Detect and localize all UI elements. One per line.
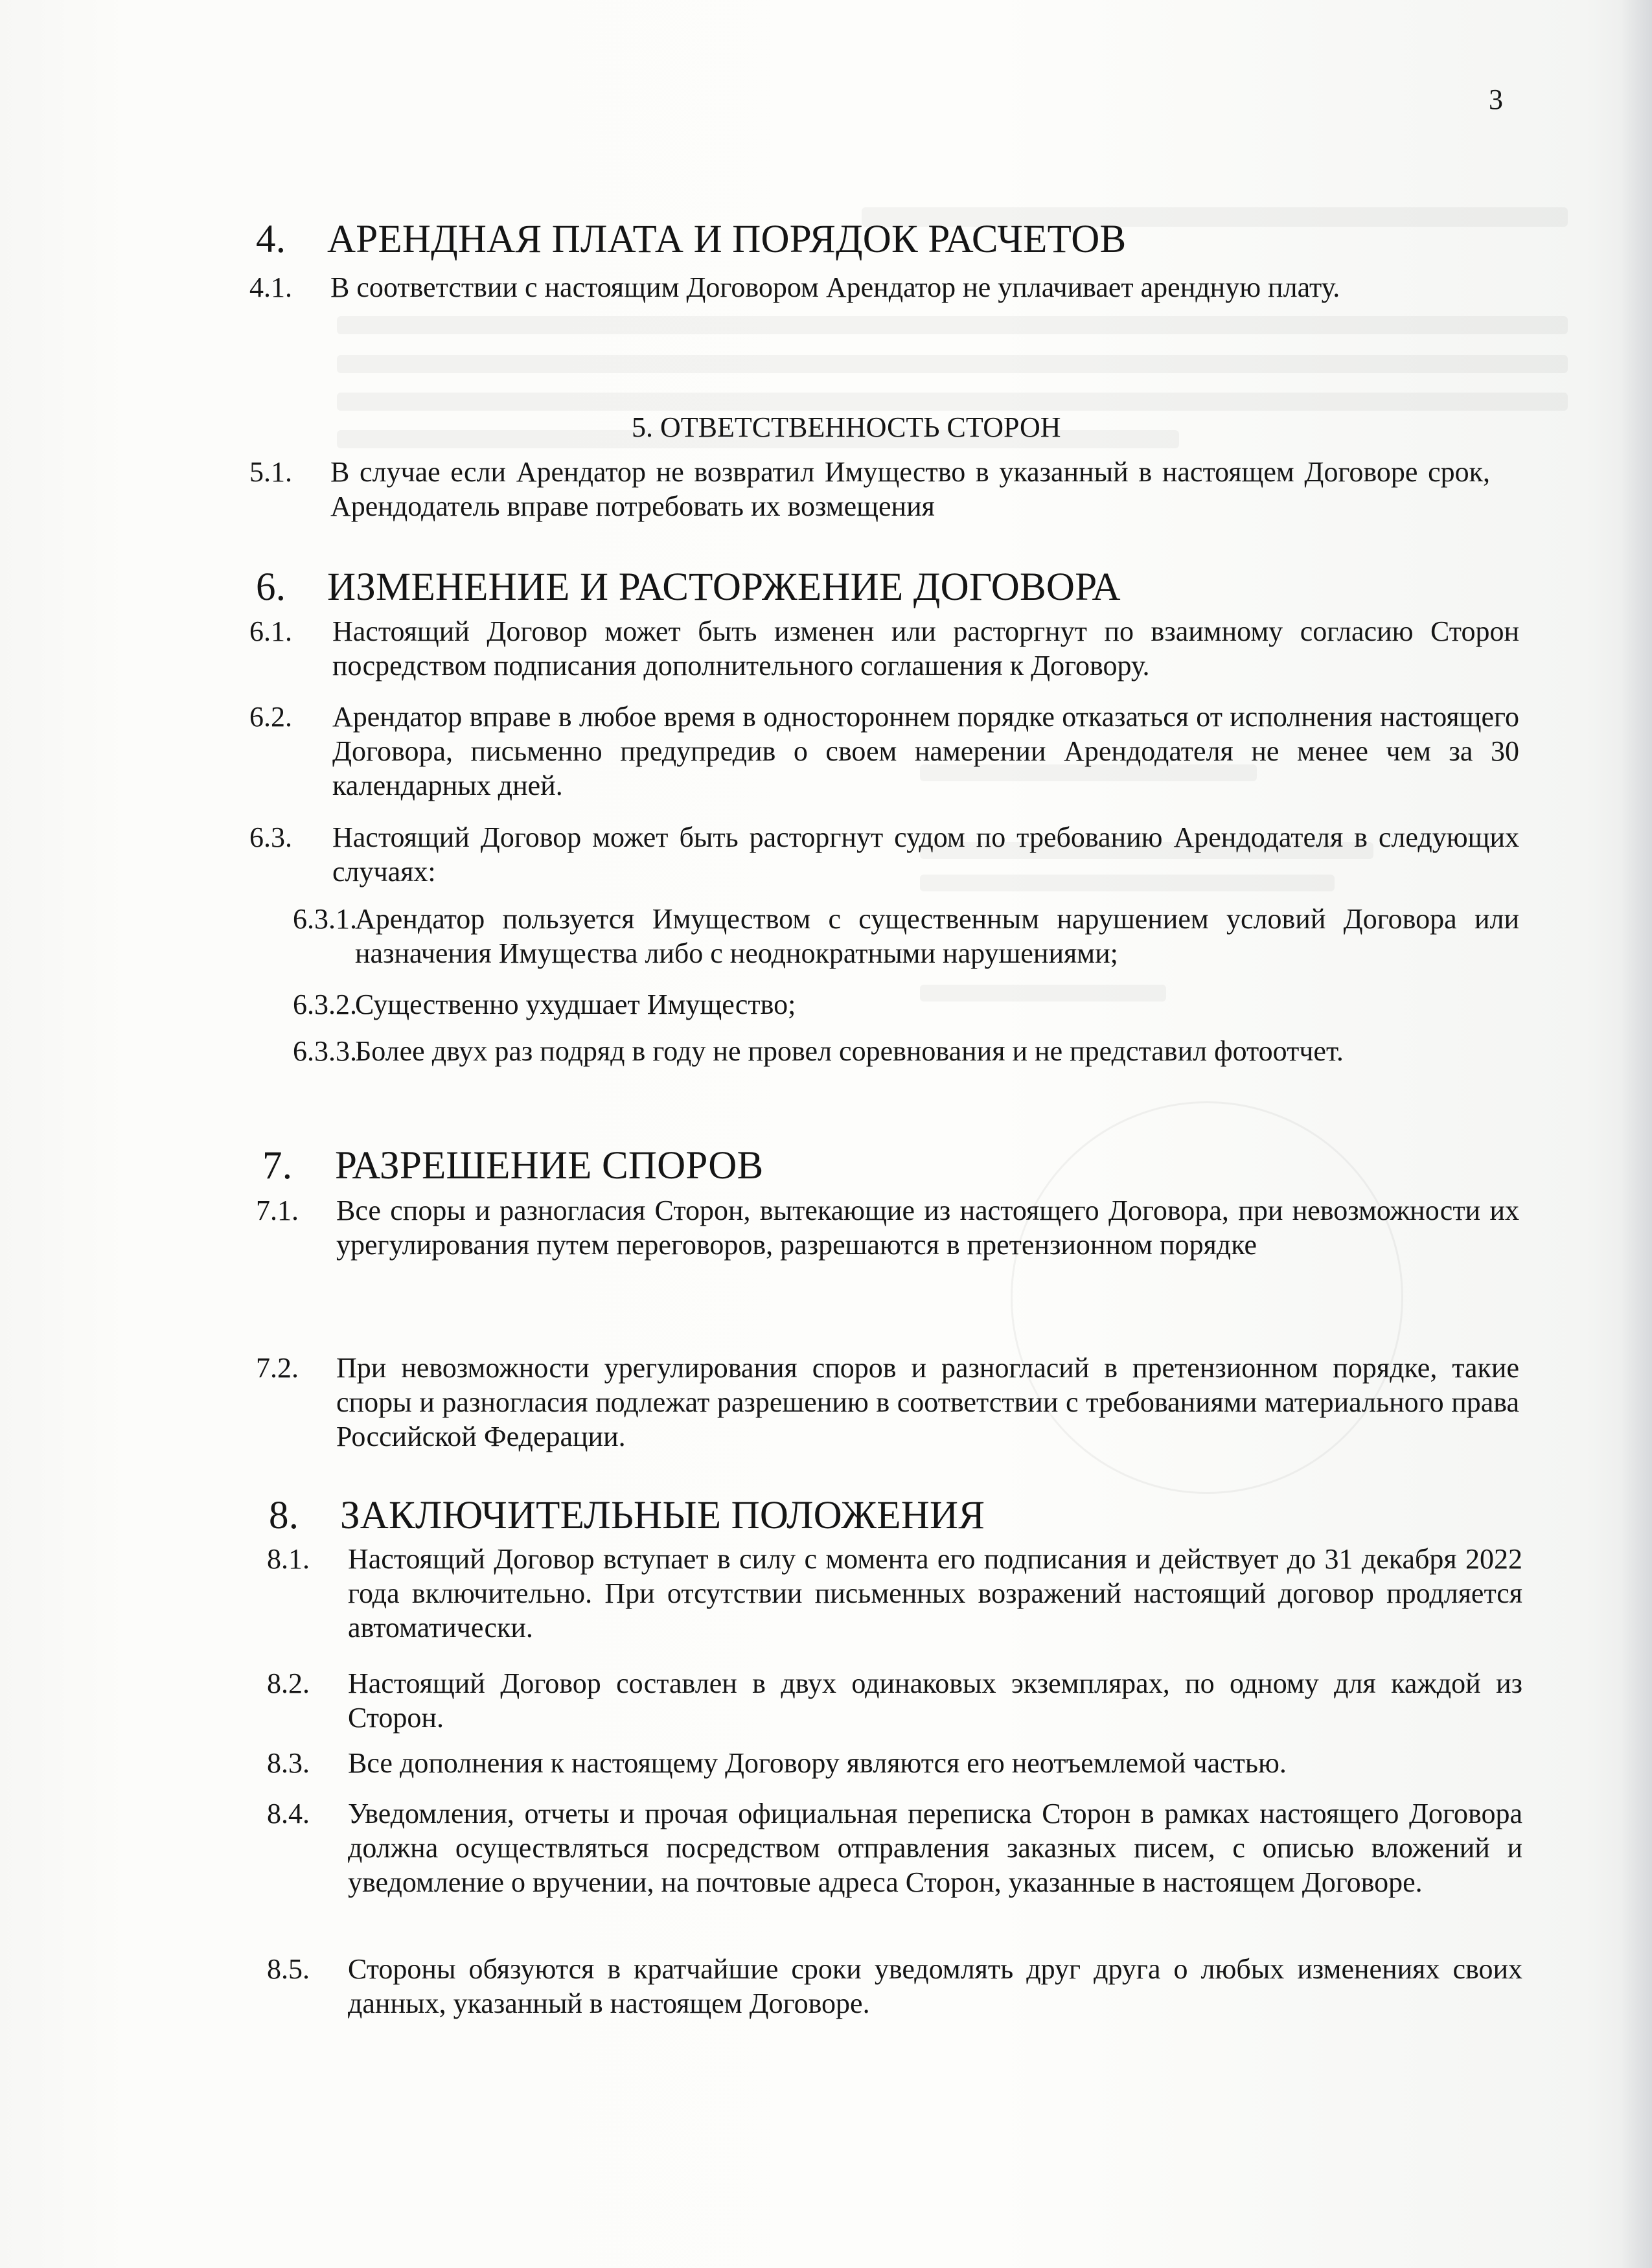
clause-text: Арендатор вправе в любое время в одностороннем порядке отказаться от исполнения настоящего Договора, письменно предупредив о своем намерении Арендодателя не менее чем за 30 календарных дней. [332, 701, 1519, 801]
clause-number: 8.5. [267, 1953, 310, 1985]
section-5-heading: 5. ОТВЕТСТВЕННОСТЬ СТОРОН [632, 411, 1061, 443]
section-7-heading [262, 1143, 763, 1189]
section-6-heading [256, 565, 1121, 610]
clause-text: В случае если Арендатор не возвратил Имущество в указанный в настоящем Договоре срок, Арендодатель вправе потребовать их возмещения [330, 456, 1490, 522]
clause-text: При невозможности урегулирования споров и разногласий в претензионном порядке, такие споры и разногласия подлежат разрешению в соответствии с требованиями материального права Российской Федерации. [336, 1352, 1519, 1452]
clause-text: Арендатор пользуется Имуществом с существенным нарушением условий Договора или назначения Имущества либо с неоднократными нарушениями; [355, 903, 1519, 969]
clause-number: 5.1. [249, 456, 292, 488]
clause-number: 6.3.1. [293, 903, 357, 935]
section-title: АРЕНДНАЯ ПЛАТА И ПОРЯДОК РАСЧЕТОВ [327, 218, 1127, 261]
clause-text: Настоящий Договор составлен в двух одинаковых экземплярах, по одному для каждой из Сторон. [348, 1667, 1522, 1734]
clause-text: Более двух раз подряд в году не провел соревнования и не представил фотоотчет. [355, 1035, 1344, 1067]
clause-number: 7.1. [256, 1195, 299, 1226]
clause-text: Настоящий Договор вступает в силу с момента его подписания и действует до 31 декабря 2022 года включительно. При отсутствии письменных возражений настоящий договор продляется автоматически. [348, 1543, 1522, 1644]
clause-text: Уведомления, отчеты и прочая официальная переписка Сторон в рамках настоящего Договора должна осуществляться посредством отправления заказных писем, с описью вложений и уведомление о вручении, на почтовые адреса Сторон, указанные в настоящем Договоре. [348, 1798, 1522, 1898]
clause-text: Настоящий Договор может быть изменен или расторгнут по взаимному согласию Сторон посредством подписания дополнительного соглашения к Договору. [332, 615, 1519, 682]
clause-number: 8.3. [267, 1747, 310, 1779]
clause-text: Все споры и разногласия Сторон, вытекающие из настоящего Договора, при невозможности их урегулирования путем переговоров, разрешаются в претензионном порядке [336, 1195, 1519, 1261]
bleed-through-line [337, 355, 1568, 373]
page-edge-shadow [1621, 0, 1652, 2268]
clause-number: 6.3.3. [293, 1035, 357, 1067]
page-number: 3 [1489, 84, 1503, 115]
section-title: РАЗРЕШЕНИЕ СПОРОВ [335, 1144, 764, 1187]
clause-number: 6.3. [249, 821, 292, 853]
clause-number: 7.2. [256, 1352, 299, 1384]
clause-text: Существенно ухудшает Имущество; [355, 989, 796, 1020]
clause-number: 8.4. [267, 1798, 310, 1829]
clause-text: В соответствии с настоящим Договором Арендатор не уплачивает арендную плату. [330, 271, 1340, 303]
section-4-heading [256, 217, 1126, 262]
section-title: ЗАКЛЮЧИТЕЛЬНЫЕ ПОЛОЖЕНИЯ [340, 1494, 985, 1537]
section-number: 8. [269, 1494, 299, 1537]
clause-text: Стороны обязуются в кратчайшие сроки уведомлять друг друга о любых изменениях своих данных, указанный в настоящем Договоре. [348, 1953, 1522, 2019]
clause-number: 6.3.2. [293, 989, 357, 1020]
clause-number: 8.2. [267, 1667, 310, 1699]
section-number: 7. [262, 1144, 293, 1187]
bleed-through-line [337, 393, 1568, 411]
bleed-through-line [337, 316, 1568, 334]
section-number: 6. [256, 566, 286, 609]
clause-text: Все дополнения к настоящему Договору являются его неотъемлемой частью. [348, 1747, 1287, 1779]
section-number: 4. [256, 218, 286, 261]
clause-number: 8.1. [267, 1543, 310, 1575]
clause-number: 6.1. [249, 615, 292, 647]
section-8-heading [269, 1493, 985, 1539]
clause-number: 6.2. [249, 701, 292, 733]
section-title: ИЗМЕНЕНИЕ И РАСТОРЖЕНИЕ ДОГОВОРА [327, 566, 1121, 609]
clause-text: Настоящий Договор может быть расторгнут судом по требованию Арендодателя в следующих случаях: [332, 821, 1519, 888]
clause-number: 4.1. [249, 271, 292, 303]
